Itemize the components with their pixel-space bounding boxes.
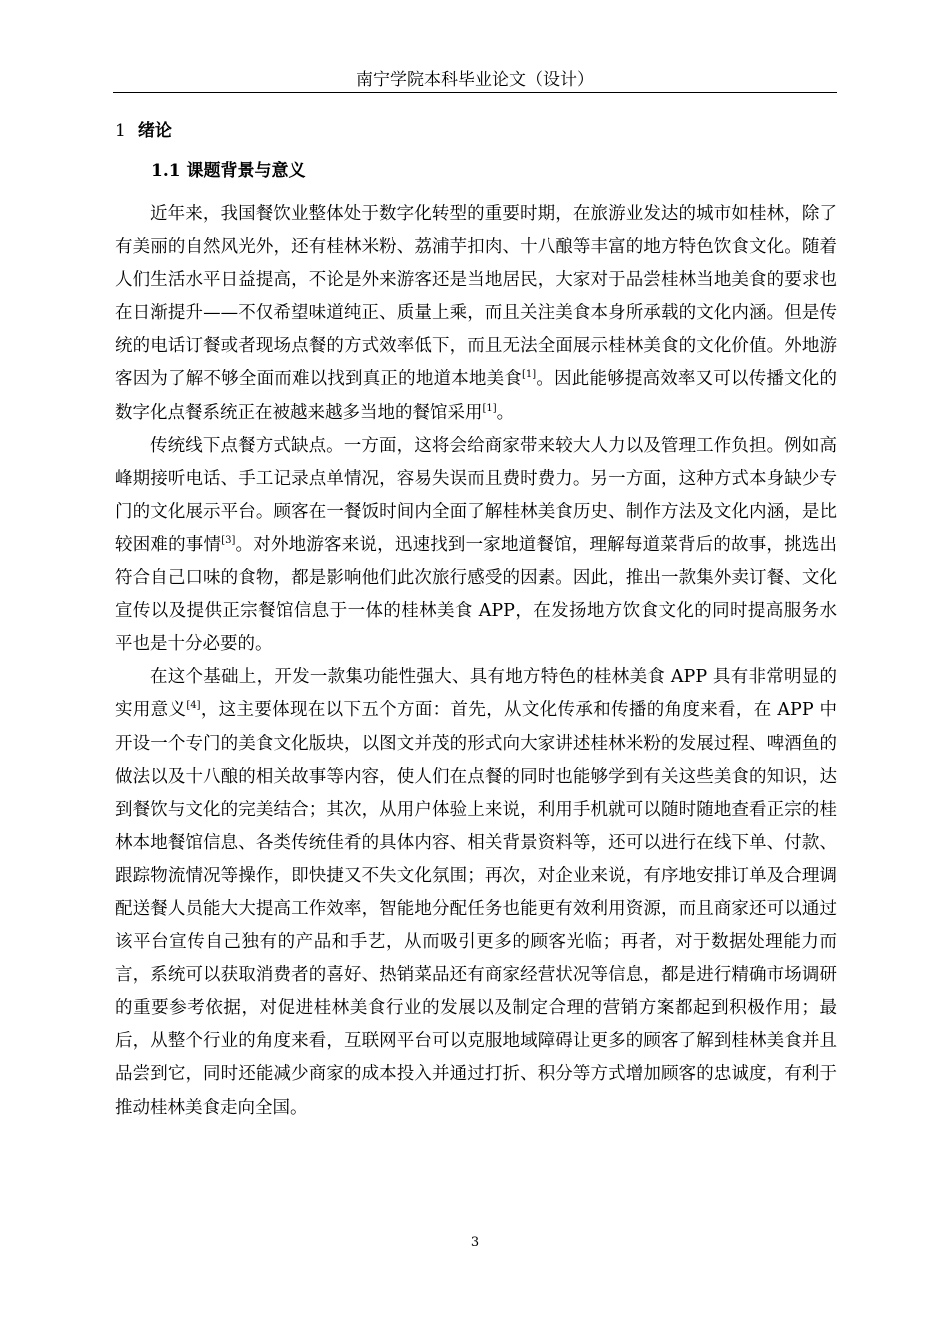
chapter-number: 1 xyxy=(115,121,126,141)
page-number xyxy=(0,1235,950,1250)
body-text xyxy=(115,198,837,1125)
paragraph-text: 。因此能够提高效率又可以传播文化的数字化点餐系统正在被越来越多当地的餐馆采用 xyxy=(115,369,837,423)
section-heading xyxy=(151,160,306,182)
citation-mark: [4] xyxy=(186,700,201,712)
paragraph-text: 。对外地游客来说，迅速找到一家地道餐馆，理解每道菜背后的故事，挑选出符合自己口味的食物，都是影响他们此次旅行感受的因素。因此，推出一款集外卖订餐、文化宣传以及提供正宗餐馆信息于一体的桂林美食 APP，在发扬地方饮食文化的同时提高服务水平也是十分必要的。 xyxy=(115,534,838,655)
citation-mark: [1] xyxy=(482,402,497,414)
header-title: 南宁学院本科毕业论文（设计） xyxy=(356,70,594,90)
citation-mark: [3] xyxy=(221,535,236,547)
page-header xyxy=(113,69,837,93)
paragraph-text: ，这主要体现在以下五个方面：首先，从文化传承和传播的角度来看，在 APP 中开设一个专门的美食文化版块，以图文并茂的形式向大家讲述桂林米粉的发展过程、啤酒鱼的做法以及十八酿的相关故事等内容，使人们在点餐的同时也能够学到有关这些美食的知识，达到餐饮与文化的完美结合；其次，从用户体验上来说，利用手机就可以随时随地查看正宗的桂林本地餐馆信息、各类传统佳肴的具体内容、相关背景资料等，还可以进行在线下单、付款、跟踪物流情况等操作，即快捷又不失文化氛围；再次，对企业来说，有序地安排订单及合理调配送餐人员能大大提高工作效率，智能地分配任务也能更有效利用资源，而且商家还可以通过该平台宣传自己独有的产品和手艺，从而吸引更多的顾客光临；再者，对于数据处理能力而言，系统可以获取消费者的喜好、热销菜品还有商家经营状况等信息，都是进行精确市场调研的重要参考依据，对促进桂林美食行业的发展以及制定合理的营销方案都起到积极作用；最后，从整个行业的角度来看，互联网平台可以克服地域障碍让更多的顾客了解到桂林美食并且品尝到它，同时还能减少商家的成本投入并通过打折、积分等方式增加顾客的忠诚度，有利于推动桂林美食走向全国。 xyxy=(115,700,838,1118)
paragraph-3 xyxy=(115,661,837,1124)
citation-mark: [1] xyxy=(522,369,537,381)
paragraph-text: 。 xyxy=(496,402,515,423)
paragraph-2 xyxy=(115,430,837,662)
paragraph-text: 近年来，我国餐饮业整体处于数字化转型的重要时期，在旅游业发达的城市如桂林，除了有美丽的自然风光外，还有桂林米粉、荔浦芋扣肉、十八酿等丰富的地方特色饮食文化。随着人们生活水平日益提高，不论是外来游客还是当地居民，大家对于品尝桂林当地美食的要求也在日渐提升——不仅希望味道纯正、质量上乘，而且关注美食本身所承载的文化内涵。但是传统的电话订餐或者现场点餐的方式效率低下，而且无法全面展示桂林美食的文化价值。外地游客因为了解不够全面而难以找到真正的地道本地美食 xyxy=(115,204,837,390)
chapter-heading xyxy=(115,120,172,142)
paragraph-text: 传统线下点餐方式缺点。一方面，这将会给商家带来较大人力以及管理工作负担。例如高峰期接听电话、手工记录点单情况，容易失误而且费时费力。另一方面，这种方式本身缺少专门的文化展示平台。顾客在一餐饭时间内全面了解桂林美食历史、制作方法及文化内涵，是比较困难的事情 xyxy=(115,435,837,555)
paragraph-text: 在这个基础上，开发一款集功能性强大、具有地方特色的桂林美食 APP 具有非常明显的实用意义 xyxy=(115,667,837,721)
page-number-text: 3 xyxy=(470,1235,480,1250)
section-title: 1.1 课题背景与意义 xyxy=(151,161,306,181)
chapter-title: 绪论 xyxy=(137,121,172,141)
paragraph-1 xyxy=(115,198,837,430)
